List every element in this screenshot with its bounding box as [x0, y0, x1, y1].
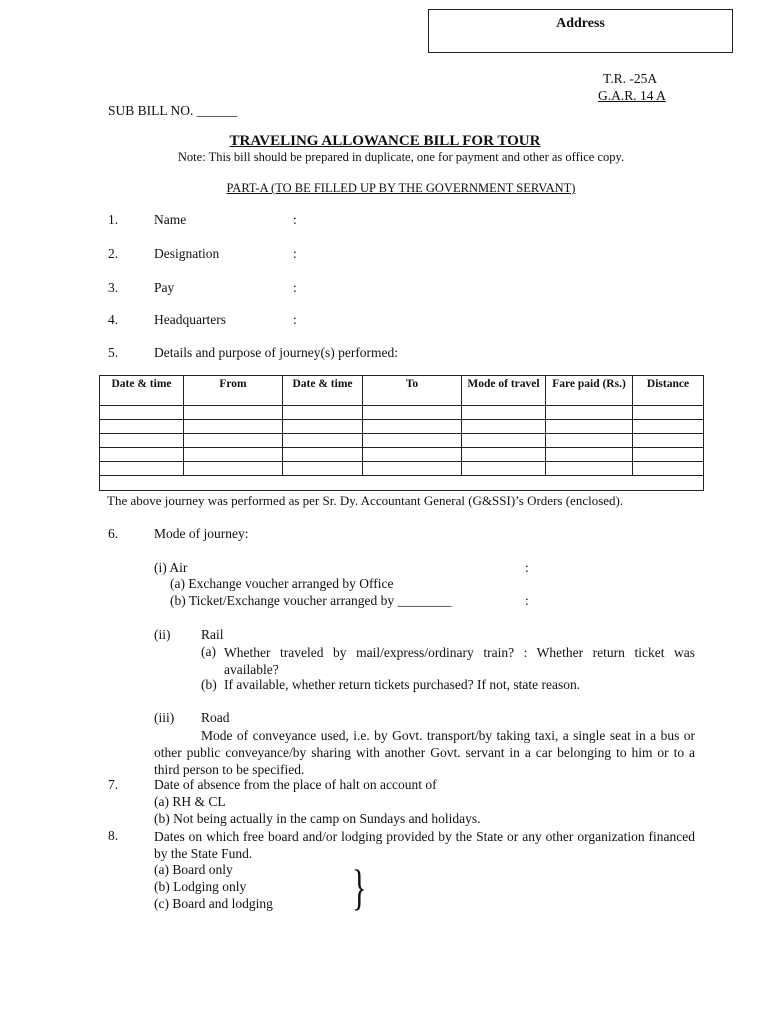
table-cell[interactable] — [546, 406, 633, 420]
field-number: 4. — [108, 312, 119, 327]
col-header-mode-of-travel: Mode of travel — [462, 376, 546, 406]
table-cell[interactable] — [184, 448, 283, 462]
address-box — [428, 9, 733, 53]
item-8-label: Dates on which free board and/or lodging provided by the State or any other organization financed by the State Fund. — [154, 829, 695, 861]
table-cell[interactable] — [184, 406, 283, 420]
field-colon: : — [293, 312, 297, 327]
table-cell[interactable] — [546, 434, 633, 448]
rail-b-label: (b) — [201, 677, 217, 692]
table-cell[interactable] — [363, 406, 462, 420]
road-number: (iii) — [154, 710, 175, 725]
item-5-label: Details and purpose of journey(s) performed: — [154, 345, 399, 360]
field-label-pay: Pay — [154, 280, 175, 295]
item-8-option-a: (a) Board only — [154, 862, 233, 877]
table-cell[interactable] — [633, 420, 704, 434]
field-number: 2. — [108, 246, 119, 261]
table-cell[interactable] — [184, 420, 283, 434]
table-cell[interactable] — [283, 420, 363, 434]
table-cell[interactable] — [363, 448, 462, 462]
road-heading: Road — [201, 710, 230, 725]
air-colon: : — [525, 560, 529, 575]
rail-option-a: Whether traveled by mail/express/ordinary train? : Whether return ticket was available? — [224, 645, 695, 677]
table-cell[interactable] — [462, 434, 546, 448]
table-row — [100, 476, 704, 491]
rail-heading: Rail — [201, 627, 224, 642]
address-label: Address — [556, 16, 605, 31]
table-row — [100, 462, 704, 476]
air-heading: (i) Air — [154, 560, 188, 575]
col-header-date-time: Date & time — [100, 376, 184, 406]
table-cell[interactable] — [283, 448, 363, 462]
gar-code: G.A.R. 14 A — [598, 88, 666, 103]
col-header-date-time-2: Date & time — [283, 376, 363, 406]
item-7-number: 7. — [108, 777, 119, 792]
rail-number: (ii) — [154, 627, 171, 642]
table-cell[interactable] — [633, 434, 704, 448]
col-header-distance: Distance — [633, 376, 704, 406]
journey-table — [99, 375, 704, 491]
field-colon: : — [293, 280, 297, 295]
table-cell[interactable] — [100, 434, 184, 448]
table-cell[interactable] — [462, 420, 546, 434]
field-label-headquarters: Headquarters — [154, 312, 226, 327]
table-cell[interactable] — [363, 420, 462, 434]
table-cell[interactable] — [462, 448, 546, 462]
air-option-b: (b) Ticket/Exchange voucher arranged by ________ — [170, 593, 452, 608]
road-description: Mode of conveyance used, i.e. by Govt. transport/by taking taxi, a single seat in a bus or other public conveyance/by sharing with another Govt. servant in a car belonging to him or to a third person to be specified. — [154, 728, 695, 777]
table-cell[interactable] — [462, 462, 546, 476]
right-brace-icon: } — [352, 859, 367, 915]
item-6-label: Mode of journey: — [154, 526, 249, 541]
field-label-designation: Designation — [154, 246, 220, 261]
table-row — [100, 448, 704, 462]
table-cell[interactable] — [184, 434, 283, 448]
table-cell[interactable] — [184, 462, 283, 476]
table-cell[interactable] — [633, 448, 704, 462]
table-cell[interactable] — [100, 448, 184, 462]
page-title: TRAVELING ALLOWANCE BILL FOR TOUR — [229, 133, 541, 149]
form-code: T.R. -25A — [603, 71, 658, 86]
col-header-fare-paid: Fare paid (Rs.) — [546, 376, 633, 406]
duplicate-note: Note: This bill should be prepared in duplicate, one for payment and other as office copy. — [177, 150, 625, 164]
rail-a-label: (a) — [201, 644, 216, 659]
item-6-number: 6. — [108, 526, 119, 541]
item-7-label: Date of absence from the place of halt on account of — [154, 777, 437, 792]
item-5-number: 5. — [108, 345, 119, 360]
table-cell[interactable] — [462, 406, 546, 420]
table-cell[interactable] — [100, 420, 184, 434]
air-b-colon: : — [525, 593, 529, 608]
table-cell[interactable] — [283, 434, 363, 448]
orders-note: The above journey was performed as per Sr. Dy. Accountant General (G&SSI)’s Orders (enclosed). — [107, 493, 624, 508]
table-cell[interactable] — [100, 462, 184, 476]
table-row — [100, 406, 704, 420]
table-cell[interactable] — [633, 406, 704, 420]
rail-option-b: If available, whether return tickets purchased? If not, state reason. — [224, 677, 581, 692]
field-number: 1. — [108, 212, 119, 227]
table-cell[interactable] — [546, 462, 633, 476]
table-cell[interactable] — [363, 434, 462, 448]
field-label-name: Name — [154, 212, 187, 227]
table-cell[interactable] — [633, 462, 704, 476]
field-colon: : — [293, 246, 297, 261]
table-cell[interactable] — [363, 462, 462, 476]
item-8-number: 8. — [108, 828, 119, 843]
table-row — [100, 434, 704, 448]
field-number: 3. — [108, 280, 119, 295]
table-row — [100, 420, 704, 434]
sub-bill-number: SUB BILL NO. ______ — [108, 103, 238, 118]
table-cell-merged[interactable] — [100, 476, 704, 491]
air-option-a: (a) Exchange voucher arranged by Office — [170, 576, 394, 591]
field-colon: : — [293, 212, 297, 227]
col-header-from: From — [184, 376, 283, 406]
item-7-option-b: (b) Not being actually in the camp on Sundays and holidays. — [154, 811, 481, 826]
table-cell[interactable] — [100, 406, 184, 420]
table-cell[interactable] — [283, 406, 363, 420]
col-header-to: To — [363, 376, 462, 406]
part-a-heading: PART-A (TO BE FILLED UP BY THE GOVERNMENT SERVANT) — [226, 181, 576, 195]
table-cell[interactable] — [283, 462, 363, 476]
item-8-option-b: (b) Lodging only — [154, 879, 247, 894]
table-cell[interactable] — [546, 448, 633, 462]
table-cell[interactable] — [546, 420, 633, 434]
item-7-option-a: (a) RH & CL — [154, 794, 226, 809]
table-header-row — [100, 376, 704, 406]
item-8-option-c: (c) Board and lodging — [154, 896, 273, 911]
